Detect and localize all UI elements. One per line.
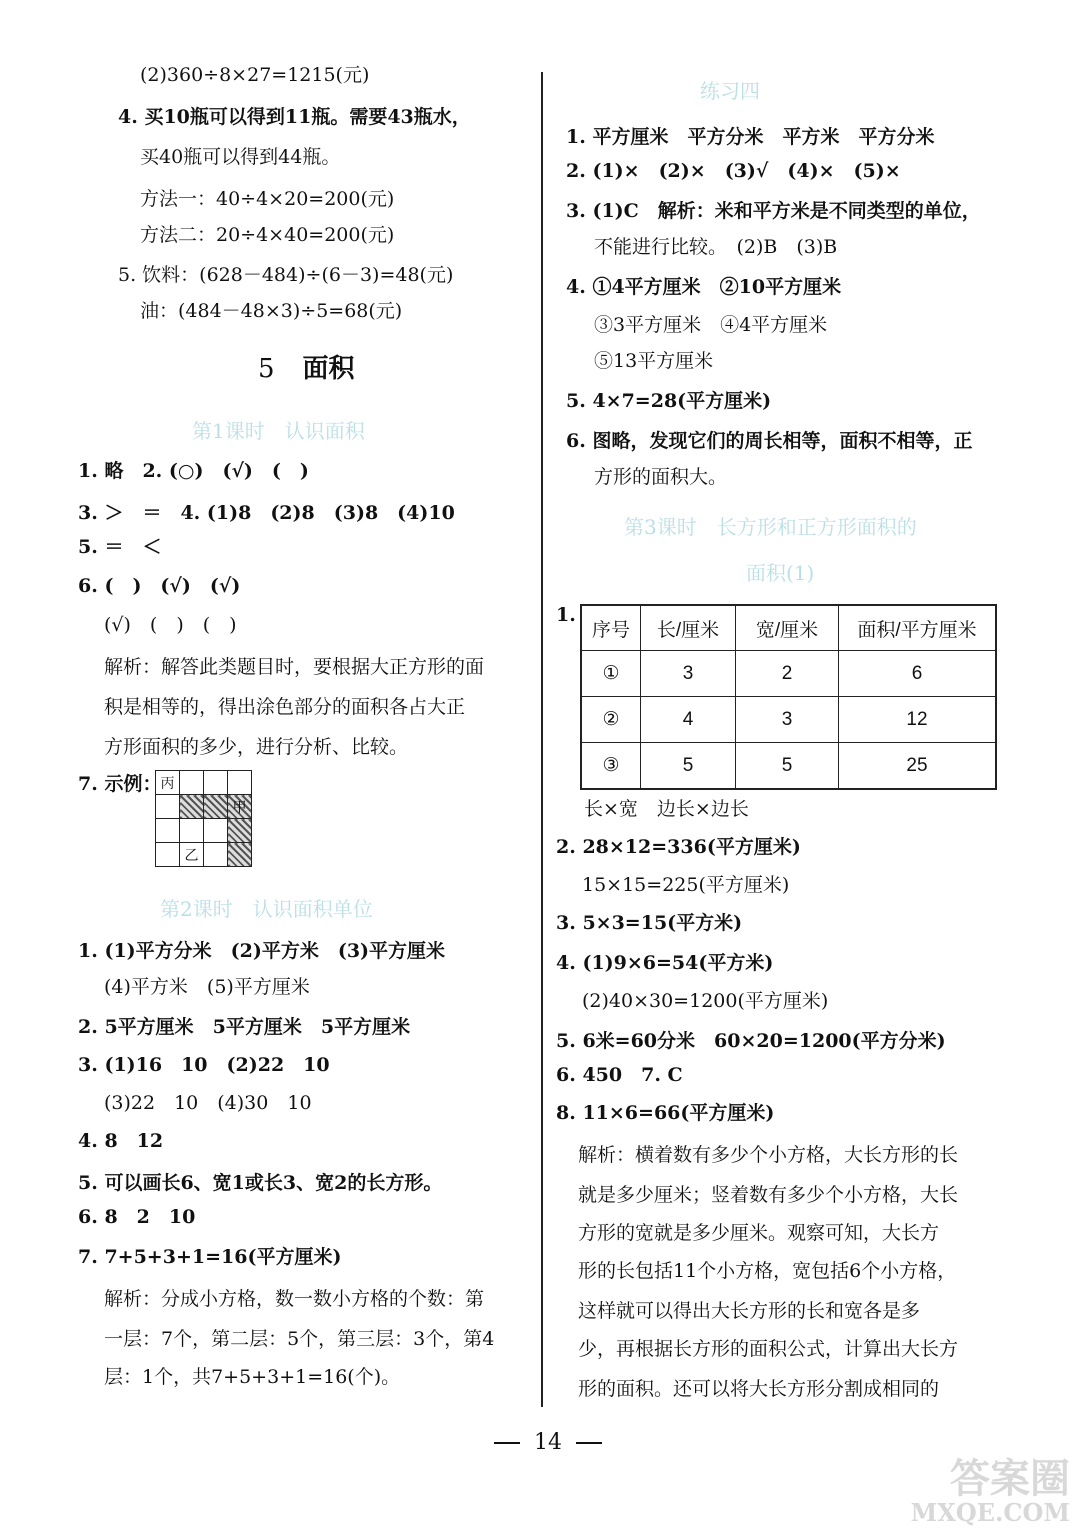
lesson-title: 第3课时 长方形和正方形面积的 [624,515,917,539]
chapter-title: 面积 [302,354,355,384]
table-cell: 2 [736,651,839,697]
answer-line: 长×宽 边长×边长 [584,798,749,820]
grid-cell-shaded [204,795,228,819]
answer-line: (√) ( ) ( ) [104,614,237,636]
answer-line: 方法二：20÷4×40=200(元) [140,224,395,246]
grid-cell: 丙 [156,771,180,795]
answer-line: 买40瓶可以得到44瓶。 [140,146,341,168]
area-table [580,604,997,790]
chapter-heading [258,348,355,385]
answer-line: (2)40×30=1200(平方厘米) [582,990,829,1012]
answer-line: 3. ＞ ＝ 4. (1)8 (2)8 (3)8 (4)10 [78,502,455,524]
table-cell: ② [581,697,641,743]
answer-line: 油：(484－48×3)÷5=68(元) [140,300,403,322]
answer-line: 3. (1)16 10 (2)22 10 [78,1054,330,1076]
grid-cell: 乙 [180,843,204,867]
table-cell: 12 [839,697,997,743]
analysis-line: 形的面积。还可以将大长方形分割成相同的 [578,1378,940,1400]
grid-cell [204,771,228,795]
answer-line: 方法一：40÷4×20=200(元) [140,188,395,210]
table-cell: 5 [736,743,839,790]
grid-cell [180,771,204,795]
answer-line [118,104,471,130]
analysis-line: 形的长包括11个小方格，宽包括6个小方格， [578,1260,957,1282]
answer-line: 8. 11×6=66(平方厘米) [556,1102,775,1124]
answer-line: 6. 450 7. C [556,1064,683,1086]
table-cell: ③ [581,743,641,790]
answer-line: 5. 饮料：(628－484)÷(6－3)=48(元) [118,264,454,286]
grid-cell [204,819,228,843]
column-divider [541,72,543,1407]
answer-line: ③3平方厘米 ④4平方厘米 [594,314,828,336]
answer-line: 5. 6米=60分米 60×20=1200(平方分米) [556,1030,946,1052]
table-header: 面积/平方厘米 [839,605,997,651]
page-number [480,1430,616,1455]
lesson-subtitle: 面积(1) [746,561,815,585]
answer-line: (2)360÷8×27=1215(元) [140,64,370,86]
table-header: 序号 [581,605,641,651]
table-cell: ① [581,651,641,697]
table-header-row [581,605,996,651]
table-cell: 25 [839,743,997,790]
analysis-line: 一层：7个，第二层：5个，第三层：3个，第4 [104,1328,495,1350]
answer-line: 7. 7+5+3+1=16(平方厘米) [78,1246,342,1268]
table-cell: 3 [736,697,839,743]
analysis-line: 积是相等的，得出涂色部分的面积各占大正 [104,696,466,718]
analysis-line: 解析：横着数有多少个小方格，大长方形的长 [578,1144,959,1166]
table-row [581,651,996,697]
grid-cell-shaded [180,795,204,819]
answer-line: 4. 8 12 [78,1130,164,1152]
answer-line: 2. 5平方厘米 5平方厘米 5平方厘米 [78,1016,411,1038]
answer-line: 3. (1)C 解析：米和平方米是不同类型的单位， [566,200,981,222]
answer-line: 5. 可以画长6、宽1或长3、宽2的长方形。 [78,1172,443,1194]
table-cell: 4 [641,697,736,743]
question-text: 4. 买10瓶可以得到11瓶。需要43瓶水， [118,106,471,128]
answer-line: 6. ( ) (√) (√) [78,575,241,597]
answer-line: (3)22 10 (4)30 10 [104,1092,312,1114]
table-row [581,697,996,743]
answer-line: 1. [556,604,576,626]
answer-line: 1. (1)平方分米 (2)平方米 (3)平方厘米 [78,940,446,962]
section-title: 练习四 [700,79,760,103]
grid-cell [156,843,180,867]
analysis-line: 少，再根据长方形的面积公式，计算出大长方 [578,1338,959,1360]
answer-line: 2. 28×12=336(平方厘米) [556,836,801,858]
answer-line: 4. (1)9×6=54(平方米) [556,952,774,974]
answer-line: 5. ＝ ＜ [78,536,162,558]
answer-line: (4)平方米 (5)平方厘米 [104,976,310,998]
lesson-title: 第2课时 认识面积单位 [160,897,373,921]
answer-line: 6. 图略，发现它们的周长相等，面积不相等，正 [566,430,973,452]
grid-cell [204,843,228,867]
answer-line: 6. 8 2 10 [78,1206,196,1228]
answer-line: 不能进行比较。 (2)B (3)B [594,236,838,258]
answer-line: 1. 平方厘米 平方分米 平方米 平方分米 [566,126,935,148]
table-row [581,743,996,790]
analysis-line: 方形面积的多少，进行分析、比较。 [104,736,409,758]
answer-line: 1. 略 2. (○) (√) ( ) [78,460,309,482]
answer-line: 15×15=225(平方厘米) [582,874,790,896]
answer-line: 2. (1)× (2)× (3)√ (4)× (5)× [566,160,901,182]
grid-cell [156,819,180,843]
analysis-line: 解析：解答此类题目时，要根据大正方形的面 [104,656,485,678]
table-cell: 3 [641,651,736,697]
page-number-text: 14 [534,1430,562,1455]
dash-left [494,1442,520,1444]
chapter-number: 5 [258,354,275,384]
grid-cell [156,795,180,819]
lesson-title: 第1课时 认识面积 [192,419,365,443]
example-grid [155,770,252,867]
grid-cell-shaded: 甲 [228,795,252,819]
table-cell: 6 [839,651,997,697]
answer-line: 方形的面积大。 [594,466,728,488]
answer-line: 3. 5×3=15(平方米) [556,912,743,934]
watermark-logo [880,1455,1070,1532]
table-header: 长/厘米 [641,605,736,651]
analysis-line: 解析：分成小方格，数一数小方格的个数：第 [104,1288,485,1310]
table-cell: 5 [641,743,736,790]
analysis-line: 方形的宽就是多少厘米。观察可知，大长方 [578,1222,940,1244]
table-header: 宽/厘米 [736,605,839,651]
analysis-line: 层：1个，共7+5+3+1=16(个)。 [104,1366,401,1388]
analysis-line: 这样就可以得出大长方形的长和宽各是多 [578,1300,921,1322]
grid-cell [228,771,252,795]
watermark-url: MXQE.COM [910,1498,1070,1527]
watermark-text: 答案圈 [950,1455,1070,1502]
dash-right [576,1442,602,1444]
answer-line: 4. ①4平方厘米 ②10平方厘米 [566,276,842,298]
grid-cell [180,819,204,843]
answer-line: 5. 4×7=28(平方厘米) [566,390,772,412]
analysis-line: 就是多少厘米；竖着数有多少个小方格，大长 [578,1184,959,1206]
grid-cell-shaded [228,843,252,867]
answer-line: ⑤13平方厘米 [594,350,714,372]
answer-line: 7. 示例： [78,773,162,795]
grid-cell-shaded [228,819,252,843]
